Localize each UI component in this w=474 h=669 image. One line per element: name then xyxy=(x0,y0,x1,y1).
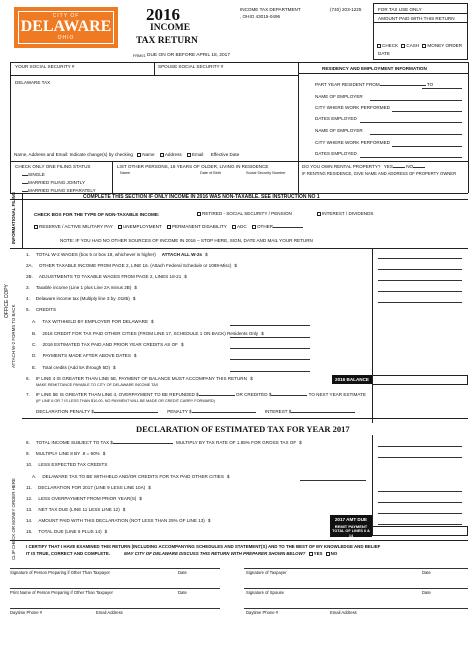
line6-amount-field[interactable] xyxy=(372,375,468,385)
estimated-line-7: 13. NET TAX DUE (LINE 11 LESS LINE 12) $ xyxy=(26,507,126,512)
estimated-line-3: 10. LESS EXPECTED TAX CREDITS xyxy=(26,462,108,467)
tax-use-title: FOR TAX USE ONLY xyxy=(378,7,422,12)
city1-label: CITY WHERE WORK PERFORMED xyxy=(315,105,390,110)
form-title-line2: TAX RETURN xyxy=(136,36,198,46)
other-checkbox[interactable] xyxy=(252,225,256,229)
spouse-signature-label: Signature of Spouse xyxy=(246,590,284,595)
estimated-line-1-amount[interactable] xyxy=(378,446,462,447)
amount-paid-label: AMOUNT PAID WITH THIS RETURN xyxy=(378,16,455,21)
employer2-label: NAME OF EMPLOYER xyxy=(315,128,363,133)
due-date: DUE ON OR BEFORE APRIL 18, 2017 xyxy=(147,53,230,58)
disability-checkbox[interactable] xyxy=(167,225,171,229)
persons-dob-header: Date of Birth xyxy=(200,171,222,175)
office-copy-label: OFFICE COPY xyxy=(4,284,10,318)
persons-name-header: Name xyxy=(120,171,131,175)
spouse-ssn-label: SPOUSE SOCIAL SECURITY # xyxy=(158,64,224,69)
income-line-7-amount[interactable] xyxy=(230,325,310,326)
ssn-label: YOUR SOCIAL SECURITY # xyxy=(15,64,75,69)
preparer-name-date-label: Date xyxy=(178,590,187,595)
check-checkbox[interactable] xyxy=(377,44,381,48)
change-indicator-row: Name, Address and Email: Indicate change(s) by checking Name Address Email Effective Date xyxy=(14,152,240,157)
informational-note: NOTE: IF YOU HAD NO OTHER SOURCES OF INCOME IN 2016 – STOP HERE, SIGN, DATE AND MAIL YOUR RETURN xyxy=(60,238,313,243)
income-line-4-amount[interactable] xyxy=(378,291,462,292)
unemployment-checkbox[interactable] xyxy=(118,225,122,229)
filing-single[interactable]: SINGLE xyxy=(22,172,45,178)
preparer-phone-label: Daytime Phone # xyxy=(10,610,43,615)
estimated-line-2: 9. MULTIPLY LINE 8 BY .9 = 90% $ xyxy=(26,451,106,456)
taxpayer-phone-label: Daytime Phone # xyxy=(246,610,279,615)
informational-header: COMPLETE THIS SECTION IF ONLY INCOME IN 2016 WAS NON-TAXABLE. SEE INSTRUCTION NO 1 xyxy=(83,194,320,200)
form-code: FRM01 xyxy=(133,54,146,58)
estimated-line-9: 15. TOTAL DUE (LINE 6 PLUS 14) $ xyxy=(26,529,108,534)
cash-checkbox[interactable] xyxy=(401,44,405,48)
discuss-no-checkbox[interactable] xyxy=(326,552,330,556)
filing-status-title: CHECK ONLY ONE FILING STATUS xyxy=(15,164,91,169)
adc-checkbox[interactable] xyxy=(232,225,236,229)
city2-label: CITY WHERE WORK PERFORMED xyxy=(315,140,390,145)
income-line-11-amount[interactable] xyxy=(230,371,310,372)
income-line-7: A. TAX WITHHELD BY EMPLOYER FOR DELAWARE $ xyxy=(32,319,154,324)
rental-note: IF RENTING RESIDENCE, GIVE NAME AND ADDRESS OF PROPERTY OWNER xyxy=(302,171,457,176)
income-line-9: C. 2016 ESTIMATED TAX PAID AND PRIOR YEAR CREDITS AS OF $ xyxy=(32,342,184,347)
estimated-line-2-amount[interactable] xyxy=(378,457,462,458)
address-change-checkbox[interactable] xyxy=(160,153,164,157)
income-line-11: E. Total credits (Add 5A through 5D) $ xyxy=(32,365,116,370)
informational-filing-label: INFORMATIONAL FILING xyxy=(11,191,16,244)
income-line-3: 2B. ADJUSTMENTS TO TAXABLE WAGES FROM PAGE 2, LINES 18-21 $ xyxy=(26,274,187,279)
persons-ssn-header: Social Security Number xyxy=(246,171,286,175)
other-persons-title: LIST OTHER PERSONS, 18 YEARS OF OLDER, LIVING IN RESIDENCE xyxy=(117,164,269,169)
spouse-date-label: Date xyxy=(422,590,431,595)
nontaxable-interest[interactable]: INTEREST / DIVIDENDS xyxy=(317,211,373,217)
income-line-8: B. 2016 CREDIT FOR TAX PAID OTHER CITIES (FROM LINE 17, SCHEDULE 1 ON BACK) Residents Only $ xyxy=(32,331,264,336)
dept-line2: , OHIO 43015-0496 xyxy=(240,14,281,19)
income-line-9-amount[interactable] xyxy=(230,348,310,349)
estimated-line-6-amount[interactable] xyxy=(378,502,462,503)
estimated-line-6: 12. LESS OVERPAYMENT FROM PRIOR YEAR(S) $ xyxy=(26,496,142,501)
estimated-line-1: 8. TOTAL INCOME SUBJECT TO TAX $ MULTIPLY BY TAX RATE OF 1.85% FOR GROSS TAX OF $ xyxy=(26,440,302,445)
estimated-line-4-amount[interactable] xyxy=(300,480,366,481)
dept-line1: INCOME TAX DEPARTMENT xyxy=(240,7,301,12)
residency-title: RESIDENCY AND EMPLOYMENT INFORMATION xyxy=(322,66,427,71)
estimated-line-8: 14. AMOUNT PAID WITH THIS DECLARATION (NOT LESS THAN 25% OF LINE 13) $ xyxy=(26,518,211,523)
income-line-2-amount[interactable] xyxy=(378,269,462,270)
dept-phone: (740) 203-1225 xyxy=(330,7,362,12)
income-line-6: 5. CREDITS xyxy=(26,307,57,312)
employer1-label: NAME OF EMPLOYER xyxy=(315,94,363,99)
total-due-field[interactable] xyxy=(372,526,468,536)
income-line-5-amount[interactable] xyxy=(378,302,462,303)
clip-check-label: CLIP CHECK OR MONEY ORDER HERE xyxy=(11,478,16,560)
nontaxable-prompt: CHECK BOX FOR THE TYPE OF NON-TAXABLE INCOME: xyxy=(34,212,160,217)
part-year-row: PART YEAR RESIDENT FROM TO xyxy=(315,82,434,87)
income-line-4: 3. Taxable income (Line 1 plus Line 2A minus 2B) $ xyxy=(26,285,137,290)
income-line-1-amount[interactable] xyxy=(378,258,462,259)
preparer-date-label: Date xyxy=(178,570,187,575)
nontaxable-options-row2: RESERVE / ACTIVE MILITARY PAY UNEMPLOYMENT PERMANENT DISABILITY ADC OTHER xyxy=(34,224,303,230)
form-year: 2016 xyxy=(146,5,180,24)
email-change-checkbox[interactable] xyxy=(187,153,191,157)
income-line-8-amount[interactable] xyxy=(230,337,310,338)
name-change-checkbox[interactable] xyxy=(137,153,141,157)
logo-bottom-text: OHIO xyxy=(57,35,75,41)
nontaxable-retired[interactable]: RETIRED - SOCIAL SECURITY / PENSION xyxy=(197,211,292,217)
payment-method-row: CHECK CASH MONEY ORDER xyxy=(377,43,462,49)
taxpayer-signature-label: Signature of Taxpayer xyxy=(246,570,287,575)
income-line-10-amount[interactable] xyxy=(230,359,310,360)
income-line-10: D. PAYMENTS MADE AFTER ABOVE DATES $ xyxy=(32,353,137,358)
taxpayer-email-label: Email Address xyxy=(330,610,357,615)
rental-question: DO YOU OWN RENTAL PROPERTY? YES NO xyxy=(302,164,425,170)
money-order-checkbox[interactable] xyxy=(422,44,426,48)
filing-separate[interactable]: MARRIED FILING SEPARATELY xyxy=(22,188,96,194)
penalty-row: DECLARATION PENALTY $ PENALTY $ INTEREST $ xyxy=(36,409,355,415)
estimated-line-7-amount[interactable] xyxy=(378,513,462,514)
tax-use-date: DATE xyxy=(378,51,390,56)
form-title-line1: INCOME xyxy=(150,23,191,33)
cert-line1: I CERTIFY THAT I HAVE EXAMINED THIS RETURN (INCLUDING ACCOMPANYING SCHEDULES AND STATEMENT(S) AND TO THE BEST OF MY KNOWLEDGE AND BELIEF xyxy=(26,544,381,549)
dates2-label: DATES EMPLOYED xyxy=(315,151,357,156)
preparer-email-label: Email Address xyxy=(96,610,123,615)
logo-name: DELAWARE xyxy=(20,18,112,35)
preparer-signature-label: Signature of Person Preparing if Other Than Taxpayer xyxy=(10,570,110,575)
reserve-military-checkbox[interactable] xyxy=(34,225,38,229)
estimated-line-5: 11. DECLARATION FOR 2017 (LINE 9 LESS LINE 10A) $ xyxy=(26,485,151,490)
preparer-name-label: Print Name of Person Preparing if Other Than Taxpayer xyxy=(10,590,113,595)
discuss-yes-checkbox[interactable] xyxy=(309,552,313,556)
estimated-line-4: A. DELAWARE TAX TO BE WITHHELD AND/OR CREDITS FOR TAX PAID OTHER CITIES $ xyxy=(32,474,230,479)
line7-sub: (IF LINE 6 OR 7 IS LESS THAN $10.00, NO PAYMENT WILL BE MADE OR CREDIT CARRY FORWARD) xyxy=(36,399,215,403)
income-line-5: 4. Delaware income tax (Multiply line 3 by .0185) $ xyxy=(26,296,136,301)
cert-line2: IT IS TRUE, CORRECT AND COMPLETE. MAY CITY OF DELAWARE DISCUSS THIS RETURN WITH PREPARER SHOWN BELOW? YES NO xyxy=(26,551,338,556)
line7: 7. IF LINE 5E IS GREATER THAN LINE 4, OVERPAYMENT TO BE REFUNDED $ OR CREDITED $ TO NEXT YEAR ESTIMATE xyxy=(26,392,366,397)
line6-sub: MAKE REMITTANCE PAYABLE TO CITY OF DELAWARE INCOME TAX xyxy=(36,383,159,387)
estimated-line-5-amount[interactable] xyxy=(378,491,462,492)
income-line-3-amount[interactable] xyxy=(378,280,462,281)
delaware-tax-label: DELAWARE TAX xyxy=(15,80,51,85)
city-logo xyxy=(14,7,118,48)
amt-due-badge: 2017 AMT DUE REMIT PAYMENT TOTAL OF LINES 6 & 14 xyxy=(330,515,372,537)
dates1-label: DATES EMPLOYED xyxy=(315,116,357,121)
attach-w2-label: ATTACH W-2 FORMS TO BACK xyxy=(11,304,16,368)
line6: 6. IF LINE 4 IS GREATER THAN LINE 5E, PAYMENT OF BALANCE MUST ACCOMPANY THIS RETURN $ xyxy=(26,376,253,381)
income-line-1: 1. TOTAL W-2 WAGES (box 5 or box 18, whichever is higher) ATTACH ALL W-2s $ xyxy=(26,252,208,257)
balance-due-badge: 2016 BALANCE DUE xyxy=(332,375,372,384)
taxpayer-date-label: Date xyxy=(422,570,431,575)
filing-joint[interactable]: MARRIED FILING JOINTLY xyxy=(22,180,85,186)
estimated-line-8-amount[interactable] xyxy=(378,524,462,525)
income-line-2: 2A. OTHER TAXABLE INCOME FROM PAGE 2, LINE 16. (Attach Federal Schedule or 1099-Misc) $ xyxy=(26,263,237,268)
estimated-title: DECLARATION OF ESTIMATED TAX FOR YEAR 2017 xyxy=(136,424,350,434)
logo-top-text: CITY OF xyxy=(52,13,80,19)
